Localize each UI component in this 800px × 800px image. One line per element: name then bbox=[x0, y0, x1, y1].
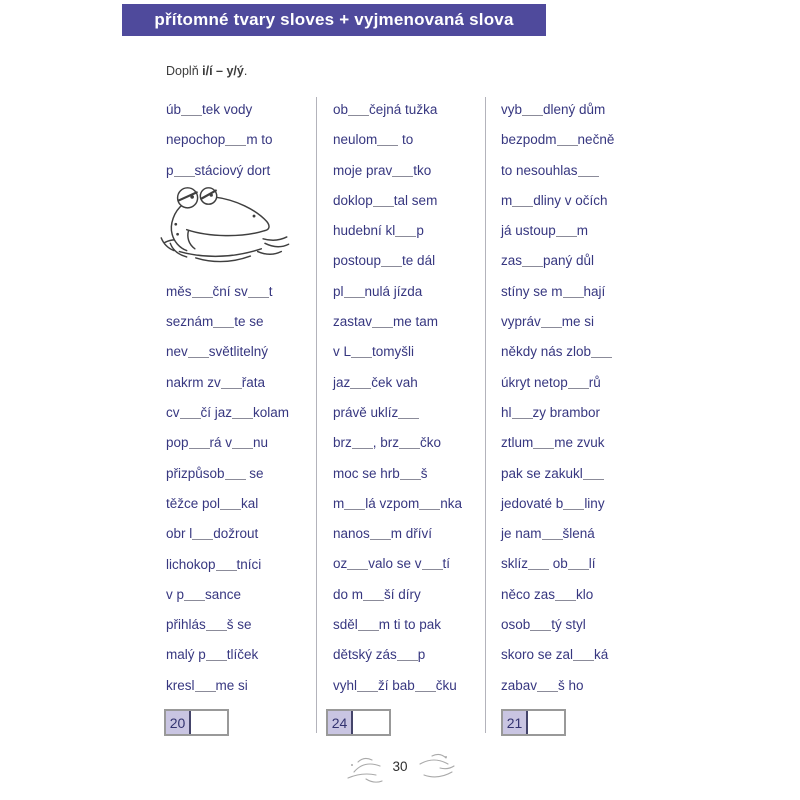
answer-blank[interactable] bbox=[347, 568, 368, 570]
chapter-title: přítomné tvary sloves + vyjmenovaná slova bbox=[154, 10, 514, 29]
exercise-item: vyb dlený dům bbox=[501, 102, 606, 117]
answer-blank[interactable] bbox=[563, 508, 584, 510]
exercise-item: vyhl ží bab čku bbox=[333, 677, 457, 693]
answer-blank[interactable] bbox=[542, 538, 563, 540]
answer-blank[interactable] bbox=[563, 296, 584, 298]
answer-blank[interactable] bbox=[192, 296, 213, 298]
exercise-item: brz , brz čko bbox=[333, 435, 442, 451]
answer-blank[interactable] bbox=[206, 629, 227, 631]
exercise-item: v p sance bbox=[166, 586, 242, 602]
answer-blank[interactable] bbox=[377, 144, 398, 146]
exercise-item: p stáciový dort bbox=[166, 162, 271, 178]
answer-blank[interactable] bbox=[181, 114, 202, 116]
exercise-item: dětský zás p bbox=[333, 647, 426, 663]
answer-blank[interactable] bbox=[556, 235, 577, 237]
answer-blank[interactable] bbox=[180, 417, 201, 419]
exercise-item: nanos m dříví bbox=[333, 526, 433, 542]
instruction-prefix: Doplň bbox=[166, 64, 203, 78]
exercise-item: obr l dožrout bbox=[166, 526, 259, 542]
answer-blank[interactable] bbox=[399, 447, 420, 449]
exercise-item: hudební kl p bbox=[333, 223, 424, 239]
exercise-item: kresl me si bbox=[166, 677, 248, 693]
exercise-item: přihlás š se bbox=[166, 617, 252, 633]
exercise-item: do m ší díry bbox=[333, 586, 421, 602]
answer-blank[interactable] bbox=[422, 568, 443, 570]
answer-blank[interactable] bbox=[591, 356, 612, 358]
exercise-item: stíny se m hají bbox=[501, 283, 606, 299]
score-max-label: 24 bbox=[328, 711, 353, 734]
answer-blank[interactable] bbox=[221, 387, 242, 389]
score-input-box[interactable] bbox=[191, 711, 227, 734]
exercise-instruction bbox=[166, 64, 247, 78]
chapter-title-banner bbox=[122, 4, 546, 36]
answer-blank[interactable] bbox=[372, 326, 393, 328]
answer-blank[interactable] bbox=[363, 599, 384, 601]
answer-blank[interactable] bbox=[522, 114, 543, 116]
answer-blank[interactable] bbox=[533, 447, 554, 449]
exercise-item: hl zy brambor bbox=[501, 404, 601, 420]
answer-blank[interactable] bbox=[373, 205, 394, 207]
exercise-item: m dliny v očích bbox=[501, 192, 608, 208]
page-footer bbox=[0, 748, 800, 793]
exercise-item: nakrm zv řata bbox=[166, 374, 266, 390]
answer-blank[interactable] bbox=[583, 478, 604, 480]
exercise-item: přizpůsob se bbox=[166, 465, 264, 481]
answer-blank[interactable] bbox=[206, 659, 227, 661]
exercise-item: postoup te dál bbox=[333, 253, 436, 269]
answer-blank[interactable] bbox=[348, 114, 369, 116]
answer-blank[interactable] bbox=[578, 175, 599, 177]
column-divider bbox=[316, 97, 317, 733]
frog-illustration bbox=[154, 186, 294, 277]
answer-blank[interactable] bbox=[216, 569, 237, 571]
exercise-item: skoro se zal ká bbox=[501, 647, 609, 663]
exercise-item: doklop tal sem bbox=[333, 192, 438, 208]
answer-blank[interactable] bbox=[400, 478, 421, 480]
score-max-label: 21 bbox=[503, 711, 528, 734]
exercise-item: m lá vzpom nka bbox=[333, 495, 463, 511]
instruction-suffix: . bbox=[243, 64, 248, 78]
answer-blank[interactable] bbox=[528, 568, 549, 570]
answer-blank[interactable] bbox=[213, 326, 234, 328]
exercise-item: já ustoup m bbox=[501, 223, 589, 239]
exercise-item: pop rá v nu bbox=[166, 435, 269, 451]
answer-blank[interactable] bbox=[381, 265, 402, 267]
exercise-item: vypráv me si bbox=[501, 314, 595, 330]
answer-blank[interactable] bbox=[541, 326, 562, 328]
answer-blank[interactable] bbox=[225, 144, 246, 146]
answer-blank[interactable] bbox=[530, 629, 551, 631]
answer-blank[interactable] bbox=[351, 356, 372, 358]
column-divider bbox=[485, 97, 486, 733]
answer-blank[interactable] bbox=[512, 205, 533, 207]
exercise-item: ob čejná tužka bbox=[333, 102, 438, 117]
answer-blank[interactable] bbox=[568, 387, 589, 389]
score-max-label: 20 bbox=[166, 711, 191, 734]
answer-blank[interactable] bbox=[419, 508, 440, 510]
answer-blank[interactable] bbox=[220, 508, 241, 510]
exercise-item: v L tomyšli bbox=[333, 344, 415, 360]
exercise-item: malý p tlíček bbox=[166, 647, 259, 663]
exercise-item: jedovaté b liny bbox=[501, 495, 605, 511]
exercise-item: bezpodm nečně bbox=[501, 132, 615, 148]
exercise-item: právě uklíz bbox=[333, 398, 462, 428]
answer-blank[interactable] bbox=[537, 690, 558, 692]
exercise-item: zabav š ho bbox=[501, 677, 584, 693]
exercise-item: osob tý styl bbox=[501, 617, 586, 633]
page-number: 30 bbox=[392, 759, 408, 774]
answer-blank[interactable] bbox=[232, 417, 253, 419]
answer-blank[interactable] bbox=[397, 659, 418, 661]
exercise-item: sklíz ob lí bbox=[501, 556, 596, 572]
exercise-item: úkryt netop rů bbox=[501, 374, 601, 390]
answer-blank[interactable] bbox=[225, 478, 246, 480]
answer-blank[interactable] bbox=[557, 144, 578, 146]
answer-blank[interactable] bbox=[392, 175, 413, 177]
answer-blank[interactable] bbox=[350, 387, 371, 389]
answer-blank[interactable] bbox=[568, 568, 589, 570]
answer-blank[interactable] bbox=[192, 538, 213, 540]
exercise-item: ztlum me zvuk bbox=[501, 435, 605, 451]
score-input-box[interactable] bbox=[528, 711, 564, 734]
exercise-item: moc se hrb š bbox=[333, 465, 428, 481]
answer-blank[interactable] bbox=[189, 447, 210, 449]
answer-blank[interactable] bbox=[512, 417, 533, 419]
answer-blank[interactable] bbox=[174, 175, 195, 177]
exercise-item: pl nulá jízda bbox=[333, 283, 423, 299]
exercise-item: cv čí jaz kolam bbox=[166, 405, 290, 421]
answer-blank[interactable] bbox=[184, 599, 205, 601]
score-box bbox=[164, 709, 229, 736]
frog-in-water-illustration bbox=[166, 186, 294, 277]
answer-blank[interactable] bbox=[555, 599, 576, 601]
exercise-item: někdy nás zlob bbox=[501, 337, 614, 367]
score-box bbox=[501, 709, 566, 736]
answer-blank[interactable] bbox=[370, 538, 391, 540]
answer-blank[interactable] bbox=[573, 659, 594, 661]
exercise-item: pak se zakukl bbox=[501, 459, 614, 489]
answer-blank[interactable] bbox=[398, 417, 419, 419]
score-input-box[interactable] bbox=[353, 711, 389, 734]
answer-blank[interactable] bbox=[415, 690, 436, 692]
answer-blank[interactable] bbox=[395, 235, 416, 237]
answer-blank[interactable] bbox=[522, 265, 543, 267]
answer-blank[interactable] bbox=[344, 508, 365, 510]
exercise-item: moje prav tko bbox=[333, 162, 432, 178]
exercise-item: jaz ček vah bbox=[333, 374, 418, 390]
exercise-column-3 bbox=[501, 95, 614, 701]
answer-blank[interactable] bbox=[352, 447, 373, 449]
exercise-item: to nesouhlas bbox=[501, 156, 614, 186]
answer-blank[interactable] bbox=[248, 296, 269, 298]
exercise-item: je nam šlená bbox=[501, 526, 595, 542]
exercise-item: zastav me tam bbox=[333, 314, 439, 330]
exercise-item: něco zas klo bbox=[501, 586, 594, 602]
exercise-item: lichokop tníci bbox=[166, 556, 262, 572]
exercise-item: nepochop m to bbox=[166, 132, 273, 148]
exercise-column-1 bbox=[166, 95, 294, 701]
exercise-item: měs ční sv t bbox=[166, 283, 273, 299]
exercise-item: seznám te se bbox=[166, 314, 264, 330]
exercise-item: těžce pol kal bbox=[166, 495, 259, 511]
exercise-item: úb tek vody bbox=[166, 102, 253, 117]
score-box bbox=[326, 709, 391, 736]
exercise-item: oz valo se v tí bbox=[333, 556, 451, 572]
exercise-column-2 bbox=[333, 95, 462, 701]
answer-blank[interactable] bbox=[358, 629, 379, 631]
exercise-item: sděl m ti to pak bbox=[333, 617, 442, 633]
answer-blank[interactable] bbox=[188, 356, 209, 358]
answer-blank[interactable] bbox=[195, 690, 216, 692]
exercise-item: zas paný důl bbox=[501, 253, 595, 269]
instruction-emphasis: i/í – y/ý bbox=[202, 64, 244, 78]
exercise-item: nev světlitelný bbox=[166, 344, 269, 360]
answer-blank[interactable] bbox=[232, 447, 253, 449]
answer-blank[interactable] bbox=[357, 690, 378, 692]
exercise-item: neulom to bbox=[333, 132, 414, 148]
answer-blank[interactable] bbox=[344, 296, 365, 298]
